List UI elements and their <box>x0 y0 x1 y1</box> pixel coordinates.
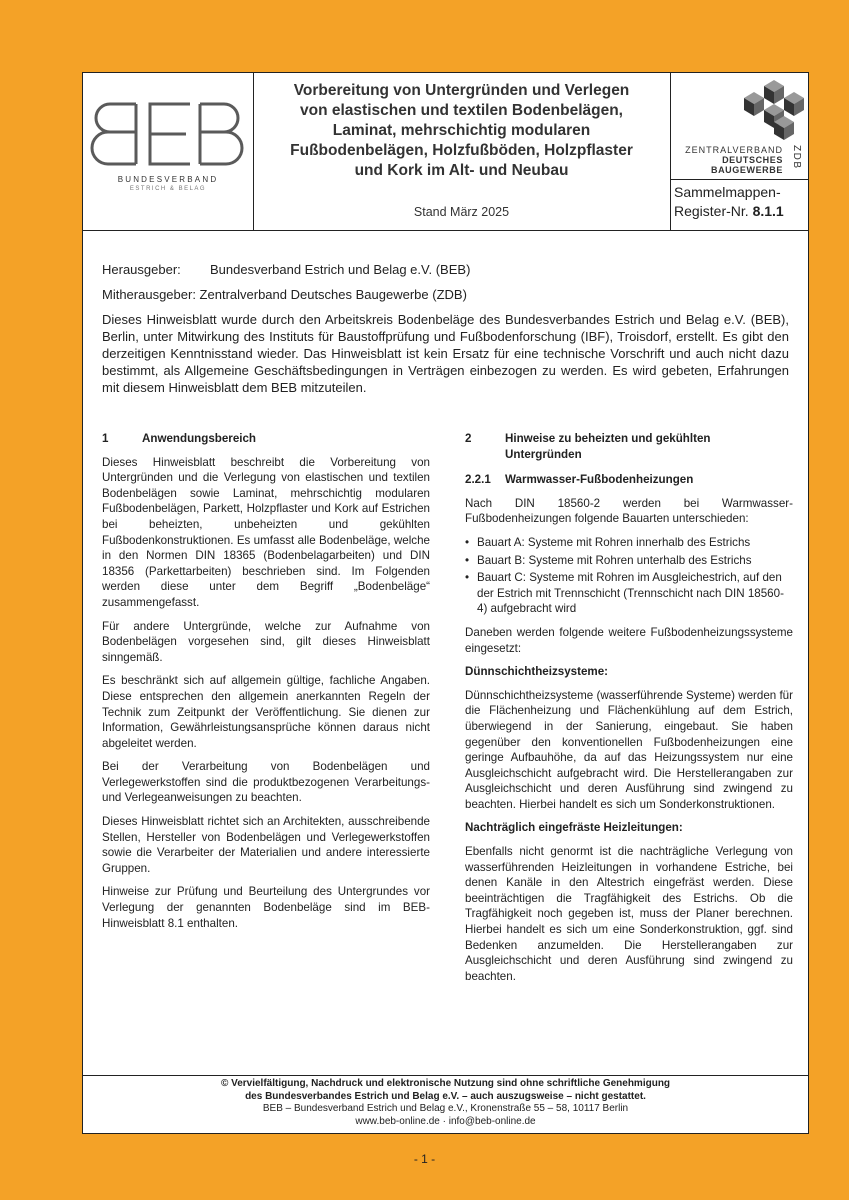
title-line: Laminat, mehrschichtig modularen <box>332 122 591 139</box>
title-line: Fußbodenbelägen, Holzfußböden, Holzpflaster <box>290 142 633 159</box>
beb-name: BUNDESVERBAND <box>117 175 219 184</box>
paragraph: Daneben werden folgende weitere Fußbodenheizungssysteme eingesetzt: <box>465 625 793 655</box>
register-number: 8.1.1 <box>752 203 784 219</box>
intro-section <box>102 261 789 404</box>
herausgeber-label: Herausgeber: <box>102 262 181 277</box>
paragraph: Dieses Hinweisblatt beschreibt die Vorbereitung von Untergründen und die Verlegung von elastischen und textilen Bodenbelägen sowie Laminat, mehrschichtig modularen Fußbodenbelägen, Parkett, Holzpflaster und Kork auf Estrichen bei beheizten, unbeheizten und gekühlten Fußbodenkonstruktionen. Es umfasst alle Bodenbeläge, welche in den Normen DIN 18365 (Bodenbelagarbeiten) und DIN 18356 (Parkettarbeiten) beschrieben sind. Im Folgenden werden diese unter dem Begriff „Bodenbeläge“ zusammengefasst. <box>102 455 430 609</box>
inline-heading: Dünnschichtheizsysteme: <box>465 665 609 679</box>
zdb-line: ZENTRALVERBAND <box>685 145 783 155</box>
zdb-cell <box>670 73 808 230</box>
beb-subtitle: ESTRICH & BELAG <box>129 186 207 192</box>
section-number: 2 <box>465 432 472 445</box>
paragraph: Hinweise zur Prüfung und Beurteilung des Untergrundes vor Verlegung der genannten Bodenbeläge sind im BEB-Hinweisblatt 8.1 enthalten. <box>102 885 430 930</box>
title-line: von elastischen und textilen Bodenbelägen, <box>300 102 623 119</box>
section-title: Anwendungsbereich <box>142 432 257 445</box>
zdb-line: BAUGEWERBE <box>710 165 783 175</box>
page-number: - 1 - <box>413 1152 436 1166</box>
list-item-text: Bauart C: Systeme mit Rohren im Ausgleichestrich, auf den der Estrich mit Trennschicht (Trennschicht nach DIN 18560-4) aufgebracht wird <box>477 571 784 616</box>
paragraph: Bei der Verarbeitung von Bodenbelägen und Verlegewerkstoffen sind die produktbezogenen Verarbeitungs- und Verlegeanweisungen zu beachten. <box>102 760 430 805</box>
title-line: Vorbereitung von Untergründen und Verlegen <box>293 82 630 99</box>
paragraph: Es beschränkt sich auf allgemein gültige, fachliche Angaben. Diese entsprechen den allgemein anerkannten Regeln der Technik zum Zeitpunkt der Veröffentlichung. Sie dienen zur Information, Gewährleistungsansprüche können daraus nicht abgeleitet werden. <box>102 674 430 750</box>
bullet-icon: • <box>465 553 470 567</box>
paragraph: Nach DIN 18560-2 werden bei Warmwasser-Fußbodenheizungen folgende Bauarten unterschieden: <box>465 496 793 526</box>
list-item-text: Bauart B: Systeme mit Rohren unterhalb des Estrichs <box>477 553 752 567</box>
document-header <box>83 73 808 231</box>
section-number: 1 <box>102 432 109 445</box>
footer-copyright: © Vervielfältigung, Nachdruck und elektronische Nutzung sind ohne schriftliche Genehmigung <box>220 1078 671 1089</box>
zdb-cubes-logo <box>744 78 804 140</box>
paragraph: Dieses Hinweisblatt richtet sich an Architekten, ausschreibende Stellen, Hersteller von Bodenbelägen und Verlegewerkstoffen sowie die Verarbeiter der Materialien und andere interessierte Gruppen. <box>102 815 430 875</box>
paragraph: Ebenfalls nicht genormt ist die nachträgliche Verlegung von wasserführenden Heizleitungen in vorhandene Estriche, bei denen Kanäle in den Altestrich eingefräst werden. Diese beeinträchtigen die Tragfähigkeit des Estrichs. Ob die Tragfähigkeit noch gegeben ist, muss der Planer berechnen. Hierbei handelt es sich um eine Sonderkonstruktion, ggf. sind Bedenken anzumelden. Die Herstellerangaben zur Ausgleichschicht und deren Ausführung sind zwingend zu beachten. <box>465 845 793 983</box>
subsection-heading <box>465 472 793 488</box>
list-item <box>465 535 793 551</box>
stand-date: Stand März 2025 <box>413 205 510 219</box>
bullet-icon: • <box>465 571 470 585</box>
zdb-vertical-label: ZDB <box>791 145 802 170</box>
footer <box>83 1078 808 1128</box>
list-item <box>465 570 793 617</box>
list-item-text: Bauart A: Systeme mit Rohren innerhalb des Estrichs <box>477 535 751 549</box>
subsection-title: Warmwasser-Fußbodenheizungen <box>505 473 694 487</box>
paragraph: Dünnschichtheizsysteme (wasserführende Systeme) werden für die Flächenheizung und Flächenkühlung auf dem Estrich, überwiegend in der Sanierung, eingebaut. Sie haben gegenüber den konventionellen Fußbodenheizungen eine geringe Aufbauhöhe, da auf das Heizungssystem nur eine Ausgleichschicht aufgebracht wird. Die Herstellerangaben zur Ausgleichschicht und deren Ausführung sind zwingend zu beachten. Hierbei handelt es sich um Sonderkonstruktionen. <box>465 688 793 811</box>
section-title: Hinweise zu beheizten und gekühlten Untergründen <box>505 432 711 461</box>
bullet-icon: • <box>465 535 470 549</box>
mitherausgeber-line: Mitherausgeber: Zentralverband Deutsches Baugewerbe (ZDB) <box>102 287 467 302</box>
beb-logo-cell <box>83 73 254 230</box>
inline-heading: Nachträglich eingefräste Heizleitungen: <box>465 821 683 835</box>
section-heading <box>465 431 793 462</box>
title-cell <box>253 73 671 230</box>
document-title <box>269 81 654 181</box>
register-line: Sammelmappen- <box>674 184 781 200</box>
zdb-wordmark <box>685 145 783 175</box>
herausgeber-value: Bundesverband Estrich und Belag e.V. (BEB) <box>210 262 471 277</box>
bullet-list <box>465 535 793 617</box>
subsection-number: 2.2.1 <box>465 473 491 487</box>
footer-copyright-cont: des Bundesverbandes Estrich und Belag e.V. – auch auszugsweise – nicht gestattet. <box>245 1090 646 1102</box>
list-item <box>465 553 793 569</box>
title-line: und Kork im Alt- und Neubau <box>354 162 569 179</box>
left-column <box>102 431 430 939</box>
footer-divider <box>83 1075 808 1076</box>
zdb-line: DEUTSCHES <box>722 155 783 165</box>
register-divider <box>670 179 808 180</box>
register-prefix: Register-Nr. <box>674 203 749 219</box>
document-page <box>82 72 809 1134</box>
footer-contact: www.beb-online.de · info@beb-online.de <box>355 1115 536 1127</box>
register-number-block <box>674 183 784 221</box>
footer-address: BEB – Bundesverband Estrich und Belag e.V., Kronenstraße 55 – 58, 10117 Berlin <box>262 1103 629 1114</box>
section-heading <box>102 431 430 447</box>
right-column <box>465 431 793 992</box>
herausgeber-line <box>102 261 789 278</box>
intro-paragraph: Dieses Hinweisblatt wurde durch den Arbeitskreis Bodenbeläge des Bundesverbandes Estrich und Belag e.V. (BEB), Berlin, unter Mitwirkung des Instituts für Baustoffprüfung und Fußbodenforschung (IBF), Troisdorf, erstellt. Es gibt den derzeitigen Kenntnisstand wieder. Das Hinweisblatt ist kein Ersatz für eine technische Vorschrift und auch nicht dazu bestimmt, als Allgemeine Geschäftsbedingungen in Verträgen einbezogen zu werden. Es wird gebeten, Erfahrungen mit diesem Hinweisblatt dem BEB mitzuteilen. <box>102 312 789 395</box>
paragraph: Für andere Untergründe, welche zur Aufnahme von Bodenbelägen vorgesehen sind, gilt dieses Hinweisblatt sinngemäß. <box>102 619 430 664</box>
beb-logo <box>90 100 246 168</box>
register-line <box>674 202 784 221</box>
